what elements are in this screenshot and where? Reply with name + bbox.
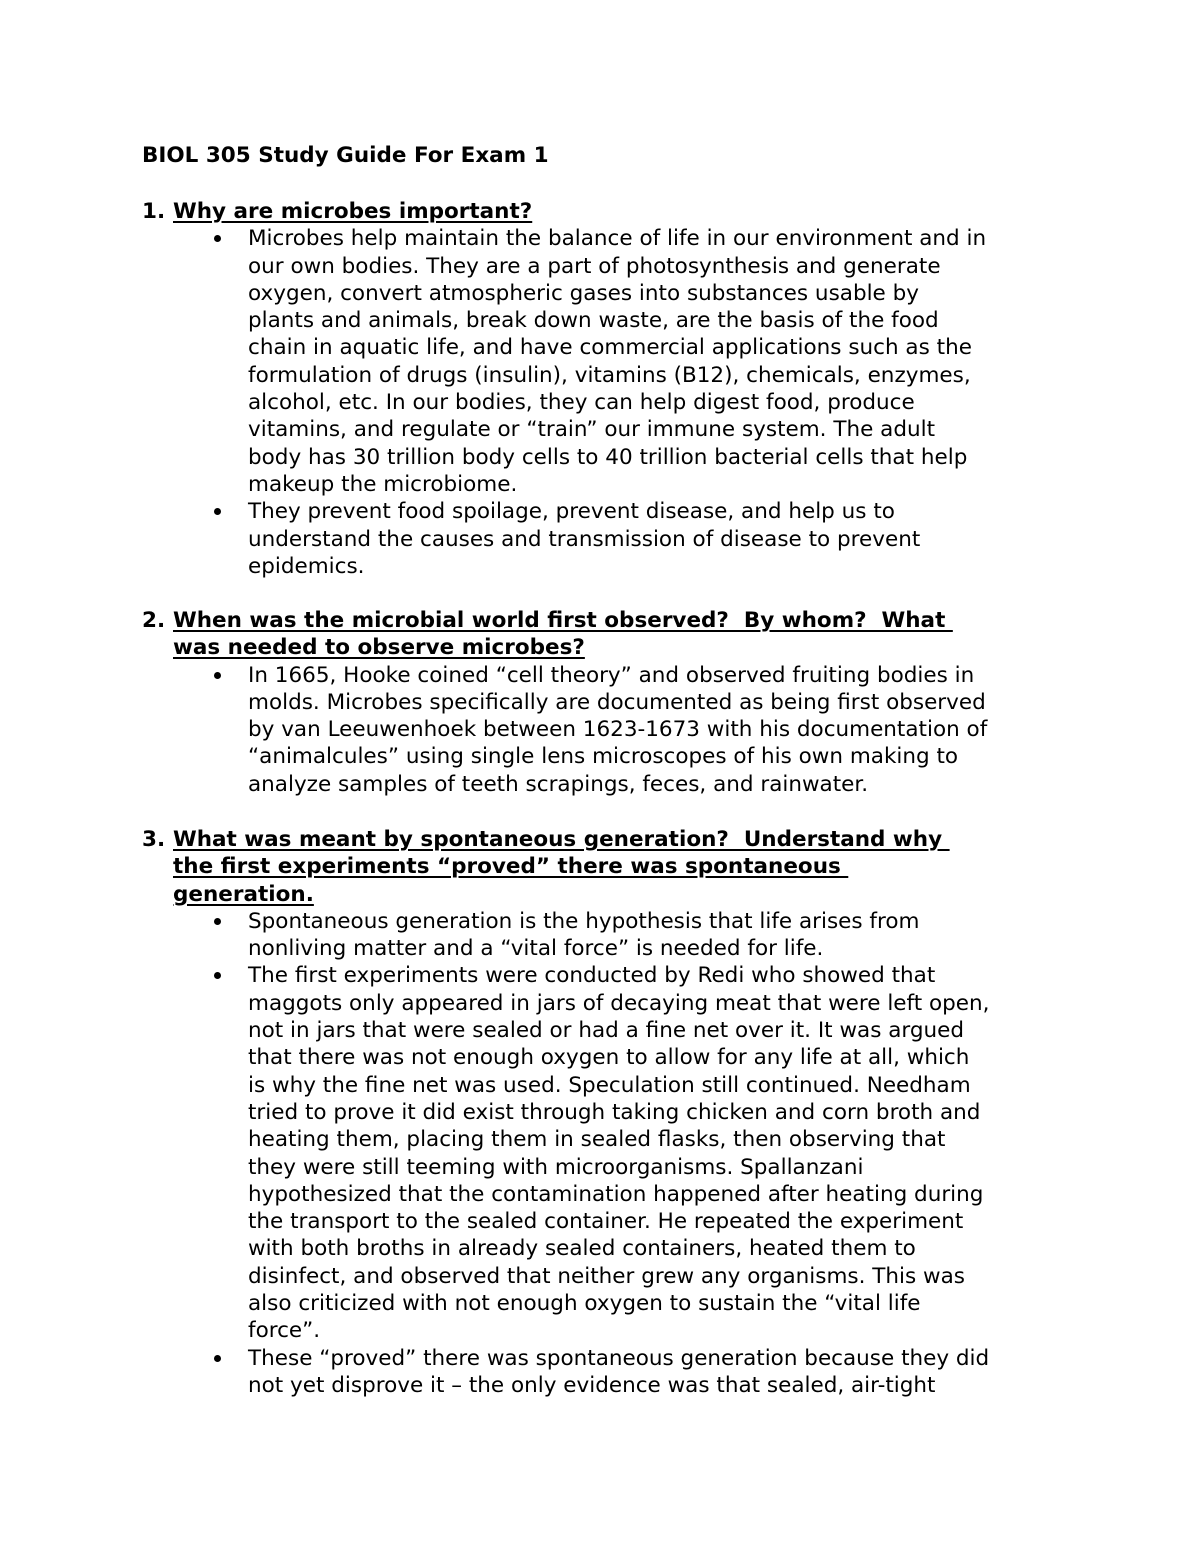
- answer-line: not yet disprove it – the only evidence was that sealed, air-tight: [248, 1372, 936, 1398]
- answer-line: The first experiments were conducted by Redi who showed that: [248, 963, 936, 989]
- question-text: [173, 198, 1072, 225]
- document-title: BIOL 305 Study Guide For Exam 1: [142, 143, 549, 168]
- answer-line: force”.: [248, 1318, 321, 1344]
- question-text: [173, 607, 1072, 662]
- question-section-1: [142, 198, 1072, 580]
- answer-line: alcohol, etc. In our bodies, they can help digest food, produce: [248, 390, 915, 416]
- answer-line: they were still teeming with microorganisms. Spallanzani: [248, 1154, 864, 1180]
- bullet-icon: [214, 972, 221, 979]
- question-heading: [142, 607, 1072, 662]
- bullet-icon: [214, 1355, 221, 1362]
- question-line: What was meant by spontaneous generation? Understand why: [173, 827, 950, 852]
- answer-line: epidemics.: [248, 553, 365, 579]
- question-line: the first experiments “proved” there was spontaneous: [173, 854, 849, 880]
- answer-list: [142, 908, 1072, 1399]
- answer-line: our own bodies. They are a part of photosynthesis and generate: [248, 253, 941, 279]
- question-number: 1.: [142, 199, 166, 224]
- question-text: [173, 826, 1072, 908]
- answer-line: by van Leeuwenhoek between 1623-1673 with his documentation of: [248, 717, 988, 743]
- question-line: When was the microbial world first observed? By whom? What: [173, 608, 953, 633]
- question-section-3: [142, 826, 1072, 1399]
- question-line: Why are microbes important?: [173, 199, 533, 224]
- answer-line: In 1665, Hooke coined “cell theory” and observed fruiting bodies in: [248, 662, 975, 688]
- answer-list: [142, 662, 1072, 798]
- answer-line: that there was not enough oxygen to allow for any life at all, which: [248, 1045, 970, 1071]
- answer-line: They prevent food spoilage, prevent disease, and help us to: [248, 499, 895, 525]
- answer-line: “animalcules” using single lens microscopes of his own making to: [248, 744, 959, 770]
- answer-bullet: [142, 908, 1072, 963]
- answer-line: with both broths in already sealed containers, heated them to: [248, 1236, 916, 1262]
- answer-bullet: [142, 1345, 1072, 1400]
- question-line: was needed to observe microbes?: [173, 635, 585, 661]
- answer-line: body has 30 trillion body cells to 40 trillion bacterial cells that help: [248, 444, 968, 470]
- answer-line: Spontaneous generation is the hypothesis that life arises from: [248, 908, 920, 934]
- answer-line: not in jars that were sealed or had a fine net over it. It was argued: [248, 1018, 965, 1044]
- bullet-icon: [214, 508, 221, 515]
- answer-line: the transport to the sealed container. He repeated the experiment: [248, 1209, 964, 1235]
- question-heading: [142, 826, 1072, 908]
- answer-line: tried to prove it did exist through taking chicken and corn broth and: [248, 1099, 981, 1125]
- question-section-2: [142, 607, 1072, 798]
- question-heading: [142, 198, 1072, 225]
- answer-bullet: [142, 662, 1072, 798]
- answer-bullet: [142, 498, 1072, 580]
- answer-line: oxygen, convert atmospheric gases into substances usable by: [248, 280, 919, 306]
- question-number: 2.: [142, 608, 166, 633]
- answer-line: chain in aquatic life, and have commercial applications such as the: [248, 335, 972, 361]
- question-number: 3.: [142, 827, 166, 852]
- answer-line: maggots only appeared in jars of decaying meat that were left open,: [248, 990, 990, 1016]
- answer-line: is why the fine net was used. Speculation still continued. Needham: [248, 1072, 971, 1098]
- answer-line: makeup the microbiome.: [248, 471, 518, 497]
- answer-line: heating them, placing them in sealed flasks, then observing that: [248, 1127, 946, 1153]
- bullet-icon: [214, 235, 221, 242]
- answer-line: molds. Microbes specifically are documented as being first observed: [248, 689, 986, 715]
- answer-line: also criticized with not enough oxygen to sustain the “vital life: [248, 1291, 921, 1317]
- bullet-icon: [214, 918, 221, 925]
- answer-line: Microbes help maintain the balance of life in our environment and in: [248, 226, 987, 252]
- answer-list: [142, 225, 1072, 580]
- bullet-icon: [214, 672, 221, 679]
- answer-line: analyze samples of teeth scrapings, feces, and rainwater.: [248, 771, 869, 797]
- answer-line: hypothesized that the contamination happened after heating during: [248, 1181, 984, 1207]
- answer-line: disinfect, and observed that neither grew any organisms. This was: [248, 1263, 966, 1289]
- answer-line: formulation of drugs (insulin), vitamins (B12), chemicals, enzymes,: [248, 362, 971, 388]
- answer-line: vitamins, and regulate or “train” our immune system. The adult: [248, 417, 936, 443]
- answer-line: nonliving matter and a “vital force” is needed for life.: [248, 936, 824, 962]
- answer-line: These “proved” there was spontaneous generation because they did: [248, 1345, 990, 1371]
- answer-line: plants and animals, break down waste, are the basis of the food: [248, 308, 939, 334]
- question-line: generation.: [173, 881, 314, 907]
- answer-bullet: [142, 962, 1072, 1344]
- answer-line: understand the causes and transmission of disease to prevent: [248, 526, 921, 552]
- answer-bullet: [142, 225, 1072, 498]
